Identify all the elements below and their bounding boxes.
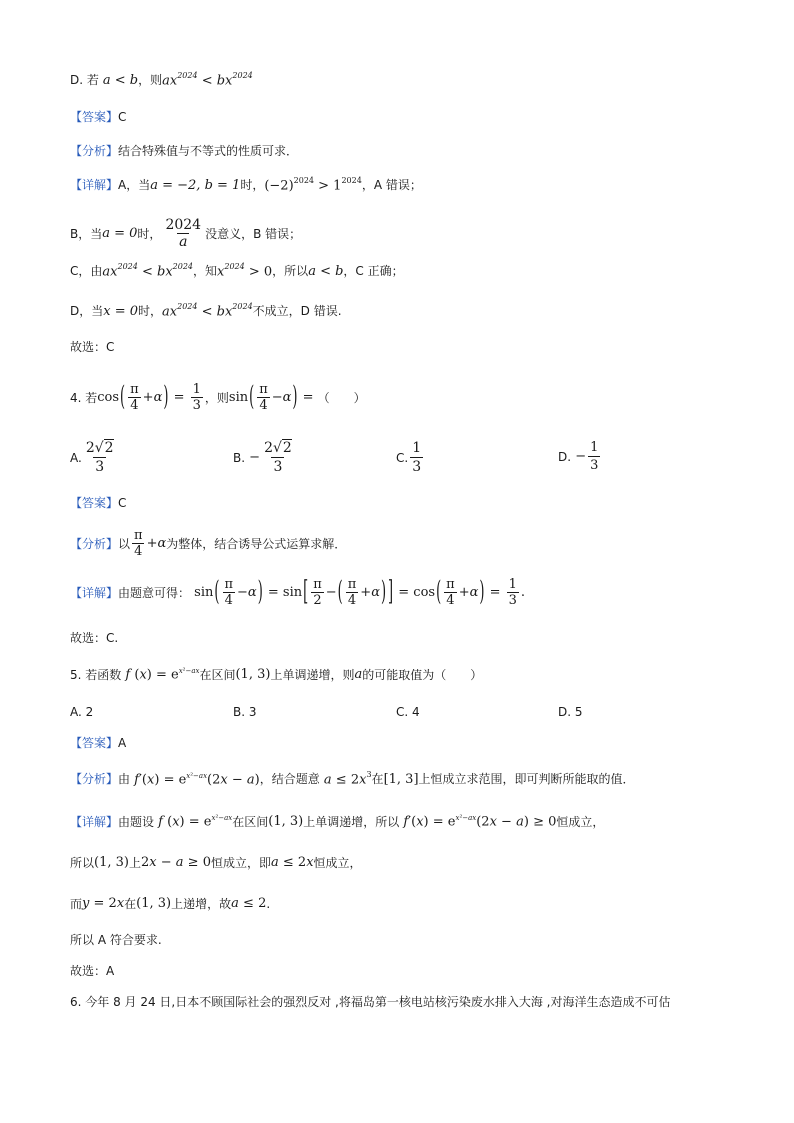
text: 所以: [70, 855, 95, 870]
q3-detail-c: [70, 264, 404, 278]
q3-answer: [70, 111, 126, 123]
text: D，当: [70, 304, 104, 319]
answer-value: C: [118, 110, 127, 124]
q3-conclusion: 故选：C: [70, 340, 115, 354]
math-condition: a = −2, b = 1: [150, 177, 241, 193]
q5-option-c: C. 4: [396, 705, 420, 719]
option-label: B.: [233, 450, 246, 465]
option-label: D. 若: [70, 73, 99, 88]
q5-detail-3: 而 y = 2x 在 (1, 3) 上递增，故 a ≤ 2 .: [70, 896, 271, 911]
q5-option-b: B. 3: [233, 705, 257, 719]
text: 在: [124, 896, 137, 911]
q4-analysis: 【分析】 以 $\frac{\pi}{4}$ + α 为整体，结合诱导公式运算求解．: [70, 528, 347, 559]
text: 由: [118, 772, 131, 787]
text: 时，: [240, 178, 265, 193]
text: （ ）: [317, 390, 366, 405]
q6-stem: 6. 今年 8 月 24 日,日本不顾国际社会的强烈反对 ,将福岛第一核电站核污染废水排入大海 ,对海洋生态造成不可估: [70, 995, 671, 1009]
text: 在区间: [232, 814, 269, 829]
q3-detail-b: [70, 218, 301, 249]
q5-analysis: 【分析】 由 $f'(x) = e^{x^2-ax}(2x - a)$ ，结合题意 $a \le 2x^3$ 在 [1, 3] 上恒成立求范围，即可判断所能取的值．: [70, 770, 635, 788]
text: C，由: [70, 264, 103, 279]
q4-option-c: C. $\frac{1}{3}$: [396, 440, 422, 475]
text: 没意义，B 错误；: [205, 226, 302, 241]
text: 上: [128, 855, 141, 870]
text: 恒成立，: [556, 814, 605, 829]
text: 在区间: [199, 667, 236, 682]
math-expression: $ax^{2024} < bx^{2024}$: [102, 262, 194, 280]
detail-tag: 【详解】: [70, 178, 119, 193]
text: 上单调递增，则: [270, 667, 355, 682]
q4-detail: 【详解】 由题意可得： sin ( $\frac{\pi}{4}$ − α ) = sin [ $\frac{\pi}{2}$ − ( $\frac{\pi}{4}$ + α ) ] = cos ( $\frac{\pi}{4}$ + α ) = $\frac{1}{3}$ .: [70, 576, 526, 609]
q4-option-a: A. $\frac{2√2}{3}$: [70, 440, 114, 475]
text: ，则: [138, 73, 163, 88]
analysis-text: 结合特殊值与不等式的性质可求．: [118, 144, 299, 158]
text: A，当: [118, 178, 151, 193]
question-number: 5. 若函数: [70, 667, 122, 682]
q3-detail-d: [70, 304, 342, 318]
text: ，所以: [272, 264, 309, 279]
answer-tag: 【答案】: [70, 736, 119, 750]
q5-option-a: A. 2: [70, 705, 94, 719]
text: 由题意可得：: [118, 585, 191, 600]
q4-option-b: B. − $\frac{2√2}{3}$: [233, 440, 292, 475]
text: 时，: [137, 226, 162, 241]
detail-tag: 【详解】: [70, 814, 119, 829]
q5-detail-1: 【详解】 由题设 f $(x) = e^{x^2-ax}$ 在区间 (1, 3) 上单调递增，所以 $f'(x) = e^{x^2-ax}(2x - a) \ge 0$ 恒成立，: [70, 814, 605, 830]
q5-stem: 5. 若函数 f $(x) = e^{x^2-ax}$ 在区间 (1, 3) 上单调递增，则 a 的可能取值为（ ）: [70, 667, 483, 683]
q5-answer: [70, 737, 126, 749]
option-label: D.: [558, 449, 572, 464]
text: ，C 正确；: [343, 264, 404, 279]
numerator: 2024: [165, 217, 202, 233]
question-number: 4. 若: [70, 390, 98, 405]
analysis-tag: 【分析】: [70, 144, 119, 158]
analysis-tag: 【分析】: [70, 772, 119, 787]
text: 上单调递增，所以: [303, 814, 400, 829]
text: ，结合题意: [259, 772, 320, 787]
text: .: [266, 896, 271, 911]
text: 而: [70, 896, 83, 911]
detail-tag: 【详解】: [70, 585, 119, 600]
text: 时，: [138, 304, 163, 319]
math-condition: a < b: [308, 263, 344, 279]
text: 的可能取值为（ ）: [362, 667, 483, 682]
math-expression: $x^{2024} > 0$: [217, 262, 273, 280]
math-condition: a < b: [102, 72, 139, 88]
option-label: A.: [70, 450, 82, 465]
q4-answer: [70, 497, 126, 509]
answer-value: A: [118, 736, 127, 750]
analysis-tag: 【分析】: [70, 536, 119, 551]
text: ，知: [193, 264, 218, 279]
text: 为整体，结合诱导公式运算求解．: [166, 536, 347, 551]
q4-conclusion: 故选：C.: [70, 631, 119, 645]
denominator: a: [179, 234, 188, 250]
text: ，则: [204, 390, 229, 405]
text: ，A 错误；: [361, 178, 422, 193]
math-expression: $ax^{2024} < bx^{2024}$: [162, 302, 253, 320]
q3-analysis: [70, 145, 298, 157]
text: 不成立，D 错误.: [252, 304, 342, 319]
option-label: C.: [396, 450, 409, 465]
fraction: [163, 218, 203, 249]
text: 由题设: [118, 814, 155, 829]
math-condition: x = 0: [103, 303, 139, 319]
q5-detail-4: 所以 A 符合要求.: [70, 933, 162, 947]
text: 恒成立，即: [210, 855, 271, 870]
q5-detail-2: 所以 (1, 3) 上 2x − a ≥ 0 恒成立，即 a ≤ 2x 恒成立，: [70, 855, 362, 870]
q4-stem: 4. 若 cos ( $\frac{\pi}{4}$ + α ) = $\frac{1}{3}$ ，则 sin ( $\frac{\pi}{4}$ − α ) = （ ）: [70, 381, 366, 414]
text: 恒成立，: [313, 855, 362, 870]
math-condition: a = 0: [102, 226, 138, 241]
answer-value: C: [118, 496, 127, 510]
text: B，当: [70, 226, 103, 241]
text: 在: [371, 772, 384, 787]
answer-tag: 【答案】: [70, 110, 119, 124]
text: 以: [118, 536, 131, 551]
math-expression: $(-2)^{2024} > 1^{2024}$: [264, 176, 362, 194]
q3-option-d: [70, 73, 253, 87]
math-expression: $ax^{2024} < bx^{2024}$: [162, 71, 253, 89]
answer-tag: 【答案】: [70, 496, 119, 510]
q5-conclusion: 故选：A: [70, 964, 115, 978]
q4-option-d: D. − $\frac{1}{3}$: [558, 440, 599, 473]
text: 上恒成立求范围，即可判断所能取的值．: [418, 772, 635, 787]
q3-detail-a: [70, 178, 422, 192]
q5-option-d: D. 5: [558, 705, 583, 719]
text: 上递增，故: [171, 896, 232, 911]
